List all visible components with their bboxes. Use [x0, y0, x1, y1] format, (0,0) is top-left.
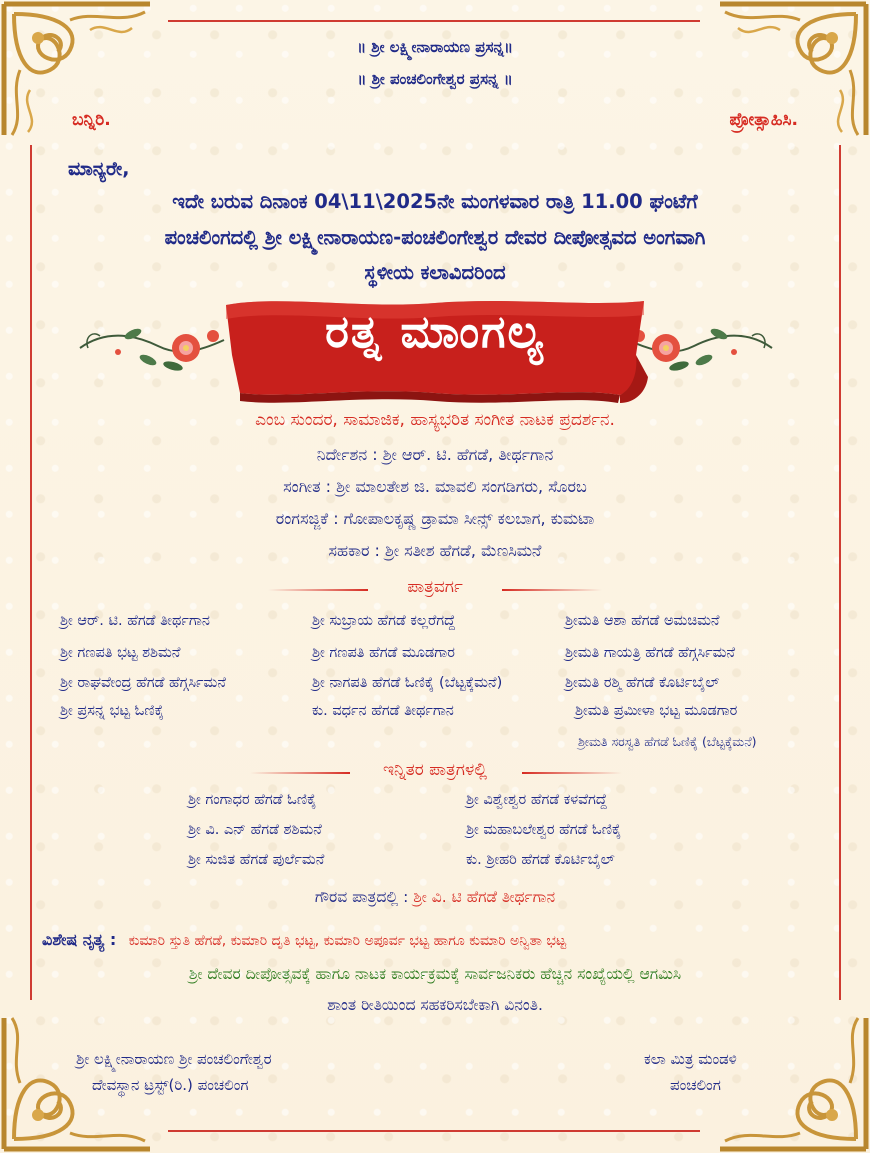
heading-divider-right [502, 589, 602, 591]
cast-member: ಶ್ರೀ ಗಣಪತಿ ಹೆಗಡೆ ಮೂಡಗಾರ [312, 645, 455, 661]
credit-stage: ರಂಗಸಜ್ಜಿಕೆ : ಗೋಪಾಲಕೃಷ್ಣ ಡ್ರಾಮಾ ಸೀನ್ಸ್ ಕಲಬಾಗ, ಕುಮಟಾ [275, 509, 595, 528]
guest-role-label: ಗೌರವ ಪಾತ್ರದಲ್ಲಿ : [314, 888, 409, 906]
cast-member: ಶ್ರೀ ಪ್ರಸನ್ನ ಭಟ್ಟ ಓಣಿಕೈ [60, 703, 165, 719]
border-line-bottom [168, 1130, 700, 1132]
title-banner [220, 295, 650, 407]
footer-org-line-1: ಕಲಾ ಮಿತ್ರ ಮಂಡಳಿ [644, 1050, 737, 1068]
special-dance-names: ಕುಮಾರಿ ಸ್ತುತಿ ಹೆಗಡೆ, ಕುಮಾರಿ ದೃತಿ ಭಟ್ಟ, ಕುಮಾರಿ ಅಪೂರ್ವ ಭಟ್ಟ ಹಾಗೂ ಕುಮಾರಿ ಅನ್ವಿತಾ ಭಟ್ಟ [128, 933, 567, 949]
intro-line-1: ಇದೇ ಬರುವ ದಿನಾಂಕ 04\11\2025ನೇ ಮಂಗಳವಾರ ರಾತ್ರಿ 11.00 ಘಂಟೆಗೆ [172, 190, 698, 213]
appeal-line-2: ಶಾಂತ ರೀತಿಯಿಂದ ಸಹಕರಿಸಬೇಕಾಗಿ ವಿನಂತಿ. [327, 996, 543, 1014]
cast-member: ಶ್ರೀಮತಿ ಗಾಯತ್ರಿ ಹೆಗಡೆ ಹೆಗ್ಗರ್ಸಿಮನೆ [565, 645, 736, 661]
cast-member: ಶ್ರೀಮತಿ ರಶ್ಮಿ ಹೆಗಡೆ ಕೊರ್ಟಿಬೈಲ್ [565, 675, 720, 691]
border-line-top [168, 20, 700, 22]
cast-member: ಶ್ರೀಮತಿ ಸರಸ್ವತಿ ಹೆಗಡೆ ಓಣಿಕೈ (ಬೆಟ್ಟಕ್ಕೆಮನೆ) [578, 734, 757, 749]
play-title: ರತ್ನ ಮಾಂಗಲ್ಯ [325, 305, 545, 358]
credit-support: ಸಹಕಾರ : ಶ್ರೀ ಸತೀಶ ಹೆಗಡೆ, ಮೆಣಸಿಮನೆ [328, 541, 542, 560]
cast-member: ಶ್ರೀ ನಾಗಪತಿ ಹೆಗಡೆ ಓಣಿಕೈ (ಬೆಟ್ಟಕ್ಕೆಮನೆ) [312, 675, 503, 691]
heading-divider-right [522, 772, 622, 774]
cast-heading: ಪಾತ್ರವರ್ಗ [407, 577, 463, 597]
other-member: ಶ್ರೀ ಮಹಾಬಲೇಶ್ವರ ಹೆಗಡೆ ಓಣಿಕೈ [466, 822, 622, 838]
special-dance-line [42, 930, 566, 950]
other-member: ಶ್ರೀ ಸುಜಿತ ಹೆಗಡೆ ಪುರ್ಲೆಮನೆ [188, 852, 325, 868]
cast-member: ಕು. ವರ್ಧನ ಹೆಗಡೆ ತೀರ್ಥಗಾನ [312, 703, 454, 719]
credit-music: ಸಂಗೀತ : ಶ್ರೀ ಮಾಲತೇಶ ಜಿ. ಮಾವಲಿ ಸಂಗಡಿಗರು, ಸೊರಬ [283, 477, 587, 496]
invocation-lakshminarayana: ॥ ಶ್ರೀ ಲಕ್ಷ್ಮೀನಾರಾಯಣ ಪ್ರಸನ್ನ॥ [356, 38, 514, 56]
other-member: ಶ್ರೀ ವಿಶ್ವೇಶ್ವರ ಹೆಗಡೆ ಕಳವೆಗದ್ದೆ [466, 792, 608, 808]
cast-member: ಶ್ರೀ ಗಣಪತಿ ಭಟ್ಟ ಶಶಿಮನೆ [60, 645, 181, 661]
other-member: ಕು. ಶ್ರೀಹರಿ ಹೆಗಡೆ ಕೊರ್ಟಿಬೈಲ್ [466, 852, 615, 868]
cast-member: ಶ್ರೀ ಆರ್. ಟಿ. ಹೆಗಡೆ ತೀರ್ಥಗಾನ [60, 613, 210, 629]
salutation: ಮಾನ್ಯರೇ, [68, 158, 130, 180]
cast-member: ಶ್ರೀಮತಿ ಆಶಾ ಹೆಗಡೆ ಅಮಚಿಮನೆ [565, 613, 720, 629]
credit-direction: ನಿರ್ದೇಶನ : ಶ್ರೀ ಆರ್. ಟಿ. ಹೆಗಡೆ, ತೀರ್ಥಗಾನ [316, 445, 554, 464]
header-encourage: ಪ್ರೋತ್ಸಾಹಿಸಿ. [729, 110, 798, 130]
play-description: ಎಂಬ ಸುಂದರ, ಸಾಮಾಜಿಕ, ಹಾಸ್ಯಭರಿತ ಸಂಗೀತ ನಾಟಕ ಪ್ರದರ್ಶನ. [255, 410, 615, 430]
cast-member: ಶ್ರೀಮತಿ ಪ್ರಮೀಳಾ ಭಟ್ಟ ಮೂಡಗಾರ [575, 703, 738, 719]
footer-trust-line-1: ಶ್ರೀ ಲಕ್ಷ್ಮೀನಾರಾಯಣ ಶ್ರೀ ಪಂಚಲಿಂಗೇಶ್ವರ [76, 1050, 272, 1068]
invocation-panchalingeshwara: ॥ ಶ್ರೀ ಪಂಚಲಿಂಗೇಶ್ವರ ಪ್ರಸನ್ನ ॥ [357, 70, 513, 88]
intro-line-2: ಪಂಚಲಿಂಗದಲ್ಲಿ ಶ್ರೀ ಲಕ್ಷ್ಮೀನಾರಾಯಣ-ಪಂಚಲಿಂಗೇಶ್ವರ ದೇವರ ದೀಪೋತ್ಸವದ ಅಂಗವಾಗಿ [164, 226, 706, 249]
footer-trust-line-2: ದೇವಸ್ಥಾನ ಟ್ರಸ್ಟ್(ರಿ.) ಪಂಚಲಿಂಗ [92, 1076, 249, 1094]
guest-role-line [0, 888, 870, 907]
special-dance-label: ವಿಶೇಷ ನೃತ್ಯ : [42, 930, 117, 949]
other-member: ಶ್ರೀ ಗಂಗಾಧರ ಹೆಗಡೆ ಓಣಿಕೈ [188, 792, 317, 808]
floral-spray-left-icon [78, 318, 228, 380]
ornament-corner-bottom-right [700, 1003, 870, 1153]
others-heading: ಇನ್ನಿತರ ಪಾತ್ರಗಳಲ್ಲಿ [382, 760, 488, 780]
guest-role-name: ಶ್ರೀ ವಿ. ಟಿ ಹೆಗಡೆ ತೀರ್ಥಗಾನ [413, 888, 556, 906]
other-member: ಶ್ರೀ ವಿ. ಎನ್ ಹೆಗಡೆ ಶಶಿಮನೆ [188, 822, 322, 838]
appeal-line-1: ಶ್ರೀ ದೇವರ ದೀಪೋತ್ಸವಕ್ಕೆ ಹಾಗೂ ನಾಟಕ ಕಾರ್ಯಕ್ರಮಕ್ಕೆ ಸಾರ್ವಜನಿಕರು ಹೆಚ್ಚಿನ ಸಂಖ್ಯೆಯಲ್ಲಿ ಆಗಮಿಸಿ [188, 965, 682, 983]
intro-line-3: ಸ್ಥಳೀಯ ಕಲಾವಿದರಿಂದ [364, 261, 506, 284]
header-welcome: ಬನ್ನಿರಿ. [72, 110, 111, 130]
cast-member: ಶ್ರೀ ರಾಘವೇಂದ್ರ ಹೆಗಡೆ ಹೆಗ್ಗರ್ಸಿಮನೆ [60, 675, 226, 691]
cast-member: ಶ್ರೀ ಸುಬ್ರಾಯ ಹೆಗಡೆ ಕಲ್ಲರೆಗದ್ದೆ [312, 613, 456, 629]
footer-org-line-2: ಪಂಚಲಿಂಗ [670, 1076, 721, 1094]
